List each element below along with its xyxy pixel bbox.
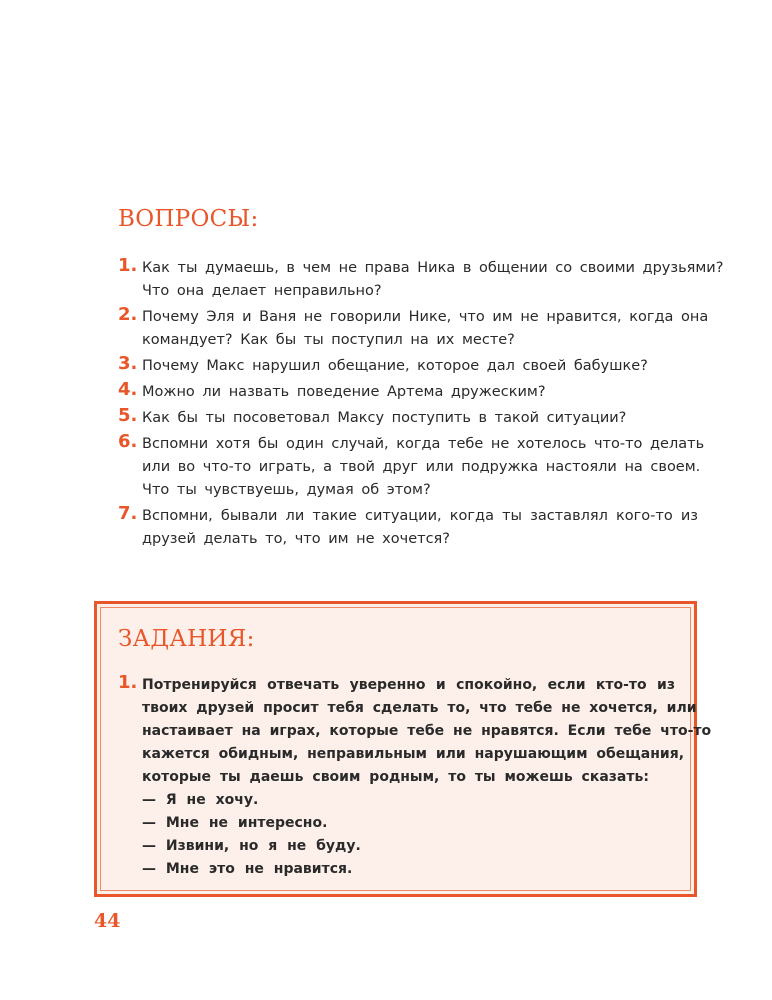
list-item — [118, 304, 709, 352]
item-text-line: Вспомни хотя бы один случай, когда тебе не хотелось что-то делать — [142, 436, 705, 452]
item-text-line: Вспомни, бывали ли такие ситуации, когда ты заставлял кого-то из — [142, 508, 698, 524]
item-number: 3. — [118, 353, 138, 374]
phrase-line: — Я не хочу. — [142, 792, 259, 808]
questions-heading: ВОПРОСЫ: — [118, 206, 259, 232]
page-number: 44 — [94, 910, 121, 932]
questions-list — [118, 255, 724, 554]
item-number: 1. — [118, 672, 138, 693]
item-number: 5. — [118, 405, 138, 426]
list-item — [118, 255, 724, 303]
item-text-line: друзей делать то, что им не хочется? — [142, 531, 450, 547]
item-number: 4. — [118, 379, 138, 400]
item-text-line: твоих друзей просит тебя сделать то, что тебе не хочется, или — [142, 700, 697, 716]
item-text-line: Потренируйся отвечать уверенно и спокойно, если кто-то из — [142, 677, 675, 693]
item-text-line: Можно ли назвать поведение Артема дружеским? — [142, 384, 546, 400]
list-item — [118, 431, 705, 502]
tasks-list — [118, 672, 712, 884]
item-number: 2. — [118, 304, 138, 325]
item-text-line: кажется обидным, неправильным или нарушающим обещания, — [142, 746, 685, 762]
item-text-line: Что ты чувствуешь, думая об этом? — [142, 482, 431, 498]
item-text-line: Почему Эля и Ваня не говорили Нике, что им не нравится, когда она — [142, 309, 709, 325]
item-text-line: Почему Макс нарушил обещание, которое дал своей бабушке? — [142, 358, 648, 374]
item-text-line: Как ты думаешь, в чем не права Ника в общении со своими друзьями? — [142, 260, 724, 276]
list-item — [118, 355, 698, 378]
list-item — [118, 672, 712, 881]
item-number: 6. — [118, 431, 138, 452]
item-text-line: Что она делает неправильно? — [142, 283, 382, 299]
item-text-line: командует? Как бы ты поступил на их месте? — [142, 332, 515, 348]
item-text-line: настаивает на играх, которые тебе не нравятся. Если тебе что-то — [142, 723, 712, 739]
item-text-line: которые ты даешь своим родным, то ты можешь сказать: — [142, 769, 649, 785]
list-item — [118, 505, 698, 551]
phrase-line: — Извини, но я не буду. — [142, 838, 361, 854]
item-number: 1. — [118, 255, 138, 276]
tasks-heading: ЗАДАНИЯ: — [118, 626, 255, 652]
item-number: 7. — [118, 503, 138, 524]
phrase-line: — Мне не интересно. — [142, 815, 328, 831]
list-item — [118, 407, 698, 430]
item-text-line: Как бы ты посоветовал Максу поступить в такой ситуации? — [142, 410, 627, 426]
phrase-line: — Мне это не нравится. — [142, 861, 353, 877]
item-text-line: или во что-то играть, а твой друг или подружка настояли на своем. — [142, 459, 701, 475]
tasks-box — [94, 601, 712, 897]
list-item — [118, 381, 698, 404]
